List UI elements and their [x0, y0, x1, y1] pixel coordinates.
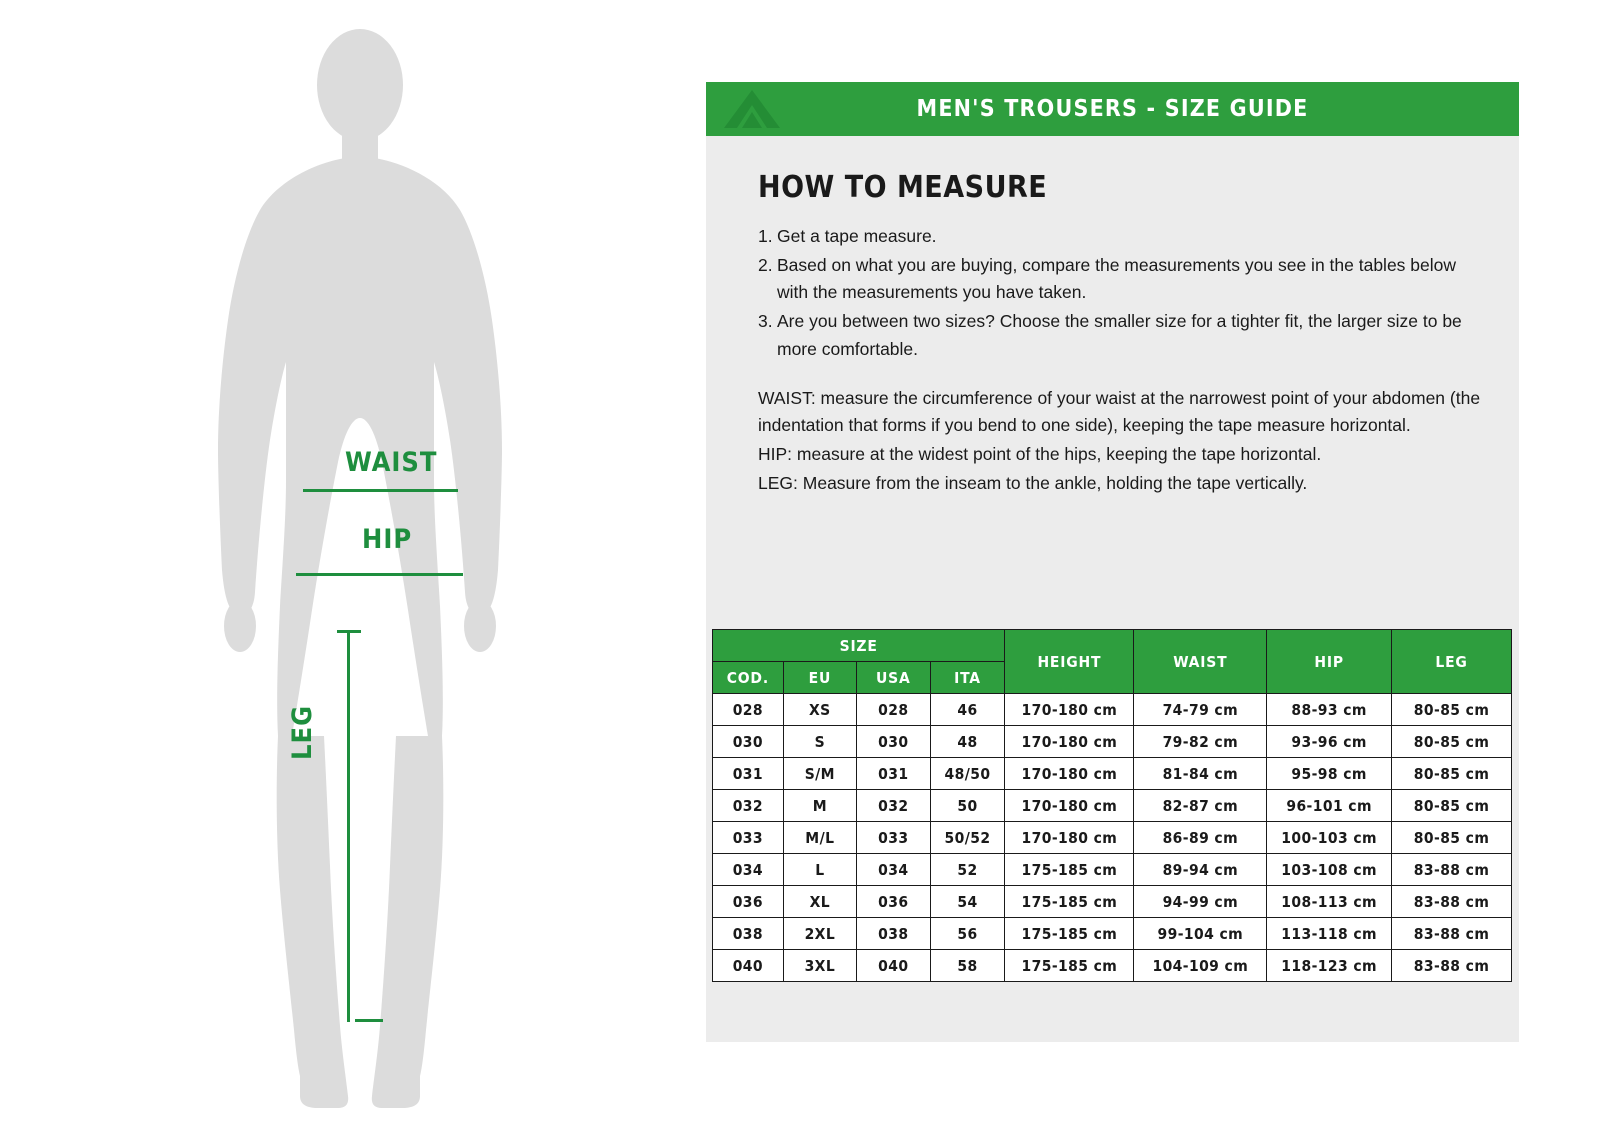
- cell-ita: 48: [930, 726, 1005, 758]
- leg-label: LEG: [287, 704, 318, 760]
- step-text: Based on what you are buying, compare the measurements you see in the tables below with the measurements you have taken.: [777, 255, 1457, 303]
- cell-eu: 2XL: [783, 918, 856, 950]
- cell-usa: 030: [856, 726, 930, 758]
- leg-measure-line: [347, 630, 350, 1022]
- cell-eu: 3XL: [783, 950, 856, 982]
- hip-measure-line: [296, 573, 463, 576]
- size-guide-card: [706, 82, 1519, 1042]
- table-header-hip: HIP: [1267, 630, 1392, 694]
- size-table: [712, 629, 1512, 982]
- table-row: [713, 950, 1512, 982]
- table-row: [713, 790, 1512, 822]
- cell-leg: 83-88 cm: [1392, 854, 1512, 886]
- cell-hip: 95-98 cm: [1267, 758, 1392, 790]
- definition-text: Measure from the inseam to the ankle, holding the tape vertically.: [797, 473, 1308, 493]
- cell-height: 170-180 cm: [1005, 790, 1134, 822]
- table-row: [713, 918, 1512, 950]
- cell-height: 170-180 cm: [1005, 758, 1134, 790]
- cell-height: 170-180 cm: [1005, 822, 1134, 854]
- cell-ita: 58: [930, 950, 1005, 982]
- list-item: [758, 223, 1478, 250]
- cell-height: 175-185 cm: [1005, 950, 1134, 982]
- cell-usa: 036: [856, 886, 930, 918]
- how-to-measure-title: HOW TO MEASURE: [758, 170, 1048, 205]
- cell-height: 175-185 cm: [1005, 886, 1134, 918]
- cell-ita: 50: [930, 790, 1005, 822]
- cell-usa: 032: [856, 790, 930, 822]
- cell-cod: 033: [713, 822, 784, 854]
- cell-cod: 036: [713, 886, 784, 918]
- cell-eu: M: [783, 790, 856, 822]
- measurement-definitions: [758, 385, 1488, 498]
- leg-measure-cap-bottom: [355, 1019, 383, 1022]
- cell-cod: 040: [713, 950, 784, 982]
- male-silhouette-icon: [150, 10, 570, 1120]
- definition-waist: [758, 385, 1488, 439]
- hip-label: HIP: [362, 524, 413, 555]
- cell-usa: 034: [856, 854, 930, 886]
- cell-ita: 56: [930, 918, 1005, 950]
- table-row: [713, 822, 1512, 854]
- cell-hip: 118-123 cm: [1267, 950, 1392, 982]
- table-header-group-row: [713, 630, 1512, 662]
- table-header-waist: WAIST: [1134, 630, 1267, 694]
- waist-label: WAIST: [345, 447, 438, 478]
- cell-usa: 038: [856, 918, 930, 950]
- cell-waist: 86-89 cm: [1134, 822, 1267, 854]
- definition-term: LEG:: [758, 473, 798, 493]
- cell-hip: 103-108 cm: [1267, 854, 1392, 886]
- step-text: Are you between two sizes? Choose the smaller size for a tighter fit, the larger size to be more comfortable.: [777, 311, 1462, 359]
- cell-waist: 82-87 cm: [1134, 790, 1267, 822]
- cell-waist: 104-109 cm: [1134, 950, 1267, 982]
- cell-cod: 038: [713, 918, 784, 950]
- list-item: [758, 252, 1478, 306]
- cell-eu: S/M: [783, 758, 856, 790]
- table-row: [713, 694, 1512, 726]
- step-number: 2.: [758, 255, 773, 276]
- list-item: [758, 308, 1478, 362]
- step-number: 1.: [758, 226, 773, 246]
- table-header-leg: LEG: [1392, 630, 1512, 694]
- cell-height: 170-180 cm: [1005, 726, 1134, 758]
- cell-waist: 74-79 cm: [1134, 694, 1267, 726]
- cell-waist: 94-99 cm: [1134, 886, 1267, 918]
- table-header-height: HEIGHT: [1005, 630, 1134, 694]
- table-row: [713, 854, 1512, 886]
- cell-waist: 81-84 cm: [1134, 758, 1267, 790]
- size-table-container: [712, 629, 1512, 982]
- figure-panel: [0, 0, 700, 1131]
- cell-usa: 028: [856, 694, 930, 726]
- cell-hip: 96-101 cm: [1267, 790, 1392, 822]
- cell-leg: 80-85 cm: [1392, 694, 1512, 726]
- leg-measure-cap-top: [337, 630, 361, 633]
- step-number: 3.: [758, 311, 773, 332]
- cell-hip: 108-113 cm: [1267, 886, 1392, 918]
- cell-eu: XS: [783, 694, 856, 726]
- cell-cod: 034: [713, 854, 784, 886]
- cell-hip: 88-93 cm: [1267, 694, 1392, 726]
- cell-cod: 031: [713, 758, 784, 790]
- cell-ita: 52: [930, 854, 1005, 886]
- cell-waist: 99-104 cm: [1134, 918, 1267, 950]
- cell-usa: 031: [856, 758, 930, 790]
- cell-leg: 80-85 cm: [1392, 758, 1512, 790]
- table-header-cod: COD.: [713, 662, 784, 694]
- table-header-eu: EU: [783, 662, 856, 694]
- cell-hip: 100-103 cm: [1267, 822, 1392, 854]
- cell-cod: 032: [713, 790, 784, 822]
- table-body: [713, 694, 1512, 982]
- cell-usa: 033: [856, 822, 930, 854]
- table-row: [713, 726, 1512, 758]
- cell-height: 175-185 cm: [1005, 918, 1134, 950]
- card-title: MEN'S TROUSERS - SIZE GUIDE: [916, 96, 1309, 122]
- cell-eu: L: [783, 854, 856, 886]
- step-text: Get a tape measure.: [777, 226, 937, 246]
- cell-hip: 93-96 cm: [1267, 726, 1392, 758]
- table-row: [713, 886, 1512, 918]
- table-header: [713, 630, 1512, 694]
- definition-leg: [758, 470, 1488, 497]
- cell-cod: 028: [713, 694, 784, 726]
- cell-cod: 030: [713, 726, 784, 758]
- definition-text: measure at the widest point of the hips, keeping the tape horizontal.: [792, 443, 1322, 464]
- cell-leg: 83-88 cm: [1392, 918, 1512, 950]
- definition-text: measure the circumference of your waist at the narrowest point of your abdomen (the indentation that forms if you bend to one side), keeping the tape measure horizontal.: [758, 387, 1481, 435]
- cell-eu: M/L: [783, 822, 856, 854]
- cell-height: 170-180 cm: [1005, 694, 1134, 726]
- brand-mountain-icon: [720, 88, 784, 132]
- cell-leg: 83-88 cm: [1392, 886, 1512, 918]
- cell-eu: XL: [783, 886, 856, 918]
- cell-eu: S: [783, 726, 856, 758]
- cell-leg: 83-88 cm: [1392, 950, 1512, 982]
- cell-ita: 50/52: [930, 822, 1005, 854]
- table-header-size-group: SIZE: [713, 630, 1005, 662]
- cell-usa: 040: [856, 950, 930, 982]
- cell-ita: 48/50: [930, 758, 1005, 790]
- cell-waist: 89-94 cm: [1134, 854, 1267, 886]
- cell-leg: 80-85 cm: [1392, 790, 1512, 822]
- definition-term: HIP:: [758, 443, 793, 464]
- cell-ita: 54: [930, 886, 1005, 918]
- cell-height: 175-185 cm: [1005, 854, 1134, 886]
- cell-waist: 79-82 cm: [1134, 726, 1267, 758]
- definition-hip: [758, 441, 1488, 468]
- table-row: [713, 758, 1512, 790]
- how-to-steps-list: [758, 223, 1478, 363]
- cell-leg: 80-85 cm: [1392, 822, 1512, 854]
- table-header-usa: USA: [856, 662, 930, 694]
- waist-measure-line: [303, 489, 458, 492]
- cell-ita: 46: [930, 694, 1005, 726]
- cell-leg: 80-85 cm: [1392, 726, 1512, 758]
- table-header-ita: ITA: [930, 662, 1005, 694]
- card-header: [706, 82, 1519, 136]
- definition-term: WAIST:: [758, 387, 816, 408]
- cell-hip: 113-118 cm: [1267, 918, 1392, 950]
